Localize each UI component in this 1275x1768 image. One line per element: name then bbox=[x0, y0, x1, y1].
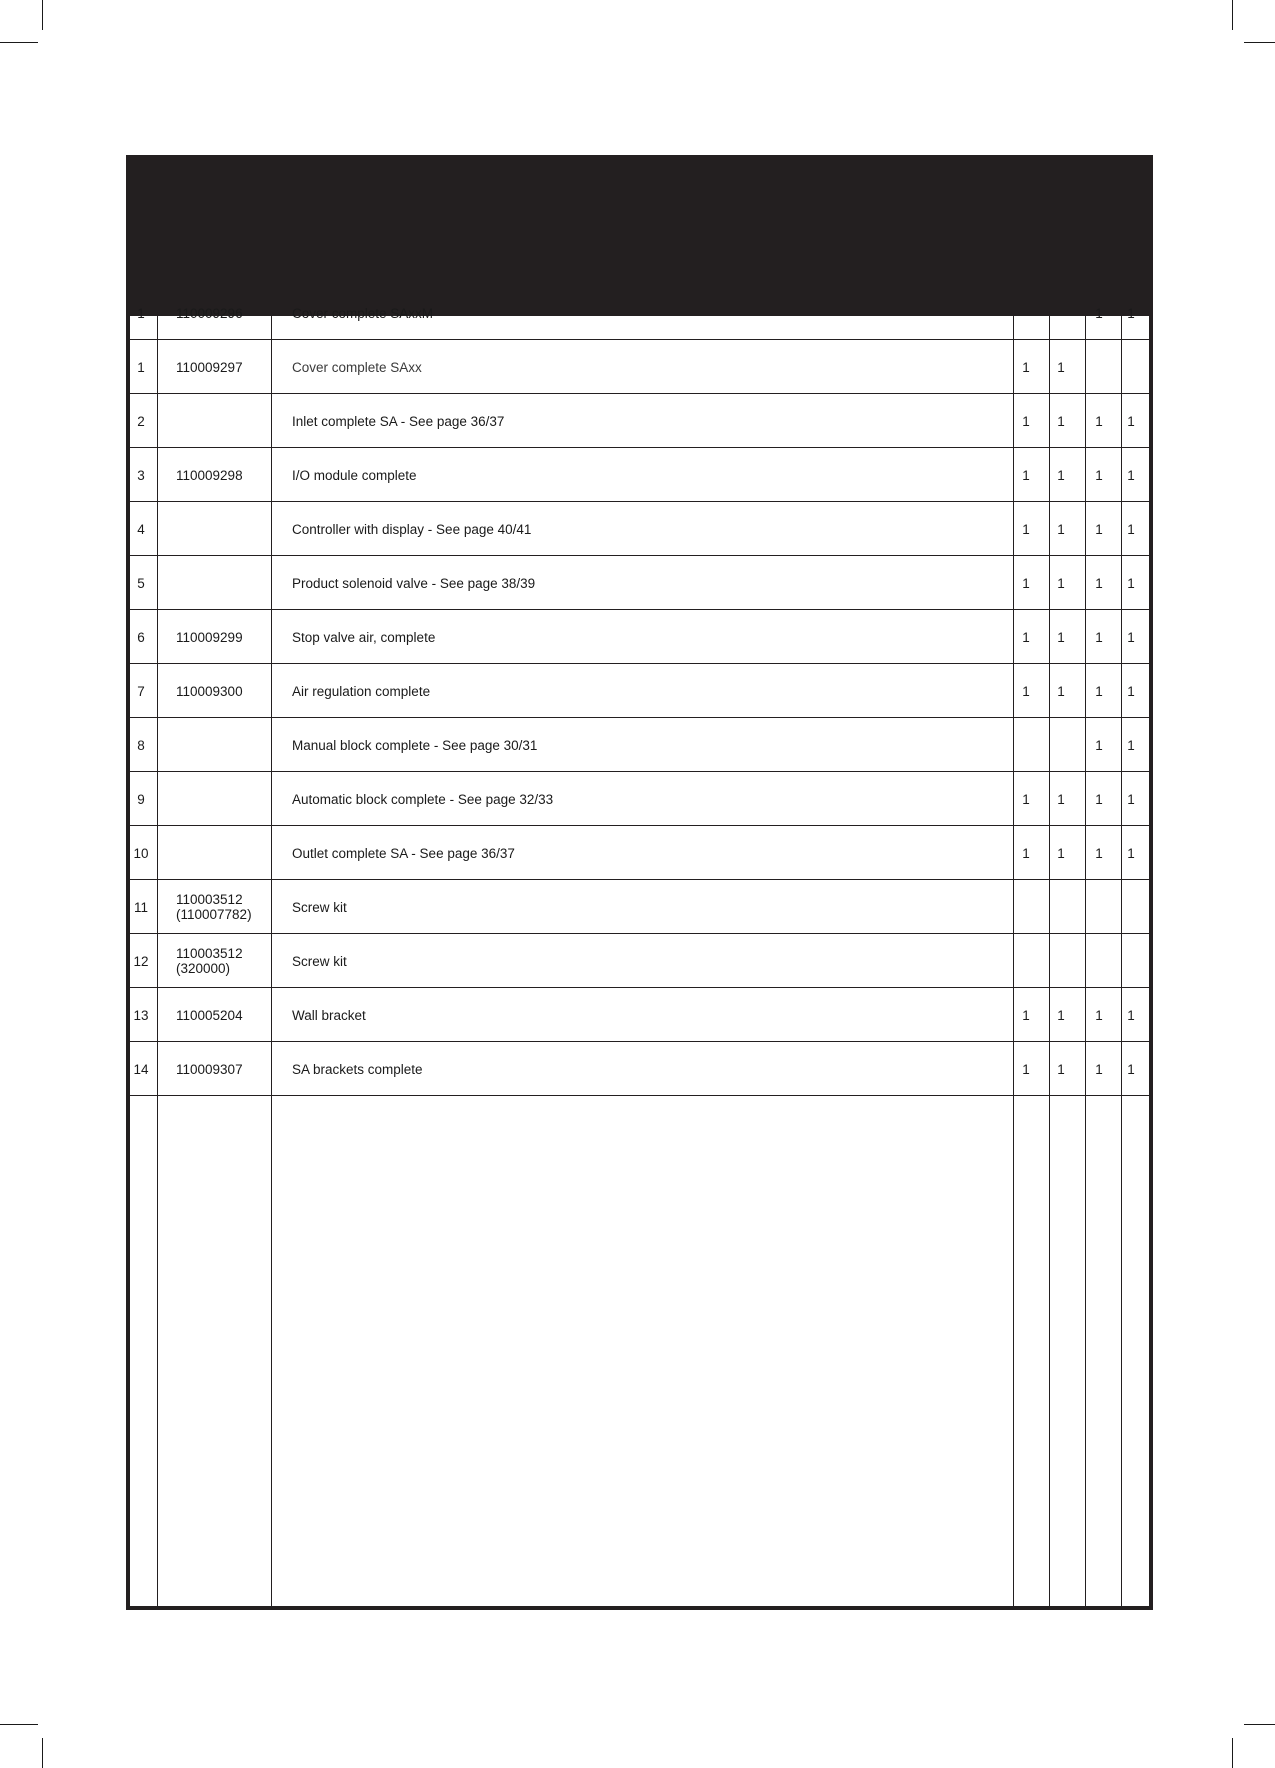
article-number bbox=[176, 448, 276, 502]
quantity-col-2 bbox=[1052, 718, 1070, 772]
position-number: 11 bbox=[133, 899, 148, 915]
table-row bbox=[130, 394, 1149, 448]
article-number-primary: 110005204 bbox=[176, 1007, 243, 1023]
table-row bbox=[130, 880, 1149, 934]
quantity-col-4 bbox=[1122, 340, 1140, 394]
table-row bbox=[130, 448, 1149, 502]
quantity-col-1 bbox=[1017, 934, 1035, 988]
quantity-col-2: 1 bbox=[1057, 467, 1065, 483]
table-row bbox=[130, 340, 1149, 394]
position-number: 12 bbox=[133, 953, 149, 969]
quantity-col-1: 1 bbox=[1022, 845, 1030, 861]
position-number: 7 bbox=[137, 683, 145, 699]
quantity-col-4: 1 bbox=[1127, 629, 1135, 645]
quantity-col-4: 1 bbox=[1127, 521, 1135, 537]
quantity-col-2 bbox=[1052, 880, 1070, 934]
quantity-col-4: 1 bbox=[1127, 413, 1135, 429]
quantity-col-1: 1 bbox=[1022, 575, 1030, 591]
quantity-col-4: 1 bbox=[1127, 845, 1135, 861]
quantity-col-3: 1 bbox=[1095, 521, 1103, 537]
article-number bbox=[176, 826, 276, 880]
description: Screw kit bbox=[292, 899, 347, 915]
position-number: 9 bbox=[137, 791, 145, 807]
quantity-col-3: 1 bbox=[1095, 1007, 1103, 1023]
position-number: 4 bbox=[137, 521, 145, 537]
quantity-col-1: 1 bbox=[1022, 359, 1030, 375]
article-number bbox=[176, 664, 276, 718]
position-number: 3 bbox=[137, 467, 145, 483]
quantity-col-4 bbox=[1122, 934, 1140, 988]
table-row bbox=[130, 1042, 1149, 1096]
quantity-col-3: 1 bbox=[1095, 1061, 1103, 1077]
quantity-col-1 bbox=[1017, 880, 1035, 934]
quantity-col-3: 1 bbox=[1095, 467, 1103, 483]
table-row bbox=[130, 664, 1149, 718]
description: Outlet complete SA - See page 36/37 bbox=[292, 845, 515, 861]
table-row bbox=[130, 772, 1149, 826]
description: Automatic block complete - See page 32/33 bbox=[292, 791, 554, 807]
article-number bbox=[176, 934, 276, 988]
description: Air regulation complete bbox=[292, 683, 431, 699]
quantity-col-4: 1 bbox=[1127, 1061, 1135, 1077]
article-number bbox=[176, 340, 276, 394]
description: I/O module complete bbox=[292, 467, 417, 483]
crop-mark bbox=[0, 1724, 38, 1725]
description: Stop valve air, complete bbox=[292, 629, 436, 645]
description: Cover complete SAxx bbox=[292, 359, 422, 375]
position-number: 8 bbox=[137, 737, 145, 753]
description: Product solenoid valve - See page 38/39 bbox=[292, 575, 536, 591]
quantity-col-1: 1 bbox=[1022, 1061, 1030, 1077]
quantity-col-4: 1 bbox=[1127, 737, 1135, 753]
crop-mark bbox=[1232, 1738, 1233, 1768]
article-number bbox=[176, 1042, 276, 1096]
quantity-col-4: 1 bbox=[1127, 791, 1135, 807]
quantity-col-2 bbox=[1052, 286, 1070, 340]
quantity-col-2: 1 bbox=[1057, 845, 1065, 861]
quantity-col-3 bbox=[1090, 880, 1108, 934]
crop-mark bbox=[42, 0, 43, 30]
quantity-col-4: 1 bbox=[1127, 467, 1135, 483]
description: Screw kit bbox=[292, 953, 347, 969]
article-number-primary: 110009299 bbox=[176, 629, 243, 645]
table-row bbox=[130, 988, 1149, 1042]
article-number bbox=[176, 394, 276, 448]
table-row bbox=[130, 826, 1149, 880]
position-number: 1 bbox=[137, 359, 145, 375]
article-number bbox=[176, 718, 276, 772]
quantity-col-3: 1 bbox=[1095, 737, 1103, 753]
quantity-col-2: 1 bbox=[1057, 629, 1065, 645]
quantity-col-1: 1 bbox=[1022, 467, 1030, 483]
quantity-col-3: 1 bbox=[1095, 413, 1103, 429]
table-row bbox=[130, 718, 1149, 772]
crop-mark bbox=[1232, 0, 1233, 30]
quantity-col-1: 1 bbox=[1022, 629, 1030, 645]
article-number-secondary: (110007782) bbox=[176, 907, 252, 922]
table-row bbox=[130, 502, 1149, 556]
position-number: 1 bbox=[137, 305, 145, 321]
quantity-col-2: 1 bbox=[1057, 413, 1065, 429]
quantity-col-1 bbox=[1017, 718, 1035, 772]
quantity-col-3: 1 bbox=[1095, 629, 1103, 645]
quantity-col-2: 1 bbox=[1057, 683, 1065, 699]
quantity-col-3: 1 bbox=[1095, 575, 1103, 591]
position-number: 13 bbox=[133, 1007, 149, 1023]
description: Wall bracket bbox=[292, 1007, 366, 1023]
crop-mark bbox=[1244, 1724, 1275, 1725]
quantity-col-3 bbox=[1090, 934, 1108, 988]
quantity-col-1: 1 bbox=[1022, 791, 1030, 807]
article-number bbox=[176, 988, 276, 1042]
table-row bbox=[130, 556, 1149, 610]
quantity-col-2 bbox=[1052, 934, 1070, 988]
quantity-col-4: 1 bbox=[1127, 575, 1135, 591]
quantity-col-4: 1 bbox=[1127, 683, 1135, 699]
crop-mark bbox=[0, 42, 38, 43]
quantity-col-3 bbox=[1090, 340, 1108, 394]
position-number: 14 bbox=[133, 1061, 149, 1077]
quantity-col-3: 1 bbox=[1095, 683, 1103, 699]
quantity-col-1: 1 bbox=[1022, 683, 1030, 699]
quantity-col-2: 1 bbox=[1057, 791, 1065, 807]
table-row bbox=[130, 934, 1149, 988]
quantity-col-4: 1 bbox=[1127, 1007, 1135, 1023]
quantity-col-1: 1 bbox=[1022, 521, 1030, 537]
article-number-primary: 110003512 bbox=[176, 946, 243, 961]
article-number bbox=[176, 286, 276, 340]
quantity-col-2: 1 bbox=[1057, 359, 1065, 375]
quantity-col-1: 1 bbox=[1022, 413, 1030, 429]
position-number: 10 bbox=[133, 845, 149, 861]
description: Cover complete SAxxM bbox=[292, 305, 434, 321]
article-number-secondary: (320000) bbox=[176, 961, 231, 976]
quantity-col-4: 1 bbox=[1127, 305, 1135, 321]
article-number-primary: 110009307 bbox=[176, 1061, 243, 1077]
article-number-primary: 110009296 bbox=[176, 305, 243, 321]
quantity-col-2: 1 bbox=[1057, 1007, 1065, 1023]
description: Inlet complete SA - See page 36/37 bbox=[292, 413, 505, 429]
quantity-col-3: 1 bbox=[1095, 845, 1103, 861]
article-number bbox=[176, 880, 276, 934]
description: Controller with display - See page 40/41 bbox=[292, 521, 532, 537]
article-number bbox=[176, 610, 276, 664]
crop-mark bbox=[1244, 42, 1275, 43]
quantity-col-4 bbox=[1122, 880, 1140, 934]
quantity-col-1 bbox=[1017, 286, 1035, 340]
quantity-col-2: 1 bbox=[1057, 521, 1065, 537]
article-number-primary: 110003512 bbox=[176, 892, 243, 907]
description: SA brackets complete bbox=[292, 1061, 423, 1077]
parts-table bbox=[126, 155, 1153, 1610]
position-number: 6 bbox=[137, 629, 145, 645]
quantity-col-3: 1 bbox=[1095, 791, 1103, 807]
quantity-col-3: 1 bbox=[1095, 305, 1103, 321]
table-row bbox=[130, 286, 1149, 340]
description: Manual block complete - See page 30/31 bbox=[292, 737, 538, 753]
article-number bbox=[176, 772, 276, 826]
article-number bbox=[176, 502, 276, 556]
table-row bbox=[130, 610, 1149, 664]
article-number bbox=[176, 556, 276, 610]
crop-mark bbox=[42, 1738, 43, 1768]
article-number-primary: 110009297 bbox=[176, 359, 243, 375]
quantity-col-2: 1 bbox=[1057, 575, 1065, 591]
quantity-col-1: 1 bbox=[1022, 1007, 1030, 1023]
position-number: 5 bbox=[137, 575, 145, 591]
position-number: 2 bbox=[137, 413, 145, 429]
article-number-primary: 110009298 bbox=[176, 467, 243, 483]
quantity-col-2: 1 bbox=[1057, 1061, 1065, 1077]
article-number-primary: 110009300 bbox=[176, 683, 243, 699]
